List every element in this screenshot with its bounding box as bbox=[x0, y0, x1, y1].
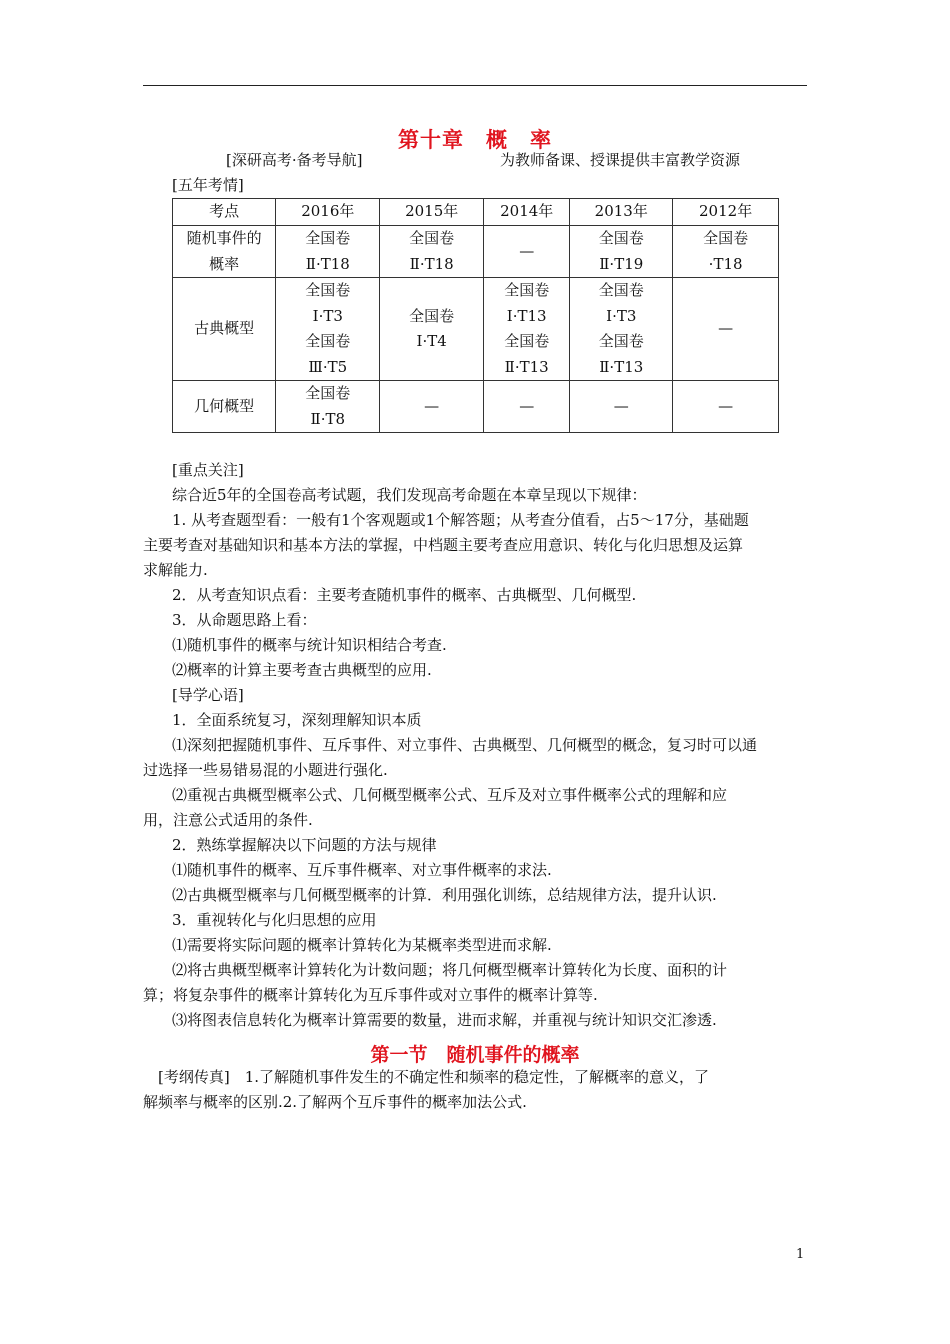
focus-point-3-2: ⑵概率的计算主要考查古典概型的应用. bbox=[172, 661, 432, 679]
guide-label: [深研高考·备考导航] bbox=[226, 151, 363, 169]
topic-cell: 随机事件的 概率 bbox=[173, 226, 276, 278]
page-number: 1 bbox=[796, 1247, 805, 1262]
focus-point-3-1: ⑴随机事件的概率与统计知识相结合考查. bbox=[172, 636, 447, 654]
table-header-cell: 考点 bbox=[173, 199, 276, 226]
table-header-cell: 2013年 bbox=[570, 199, 673, 226]
table-cell: 全国卷 Ⅰ·T3 全国卷 Ⅲ·T5 bbox=[276, 278, 380, 381]
table-cell: 全国卷 Ⅱ·T8 bbox=[276, 381, 380, 433]
guide-point-3-2: ⑵将古典概型概率计算转化为计数问题；将几何概型概率计算转化为长度、面积的计 bbox=[172, 961, 728, 979]
guide-point-1: 1．全面系统复习，深刻理解知识本质 bbox=[172, 711, 422, 729]
guide-point-2-2: ⑵古典概型概率与几何概型概率的计算．利用强化训练，总结规律方法，提升认识. bbox=[172, 886, 717, 904]
table-cell: 全国卷 Ⅰ·T3 全国卷 Ⅱ·T13 bbox=[570, 278, 673, 381]
guide2-label: [导学心语] bbox=[172, 686, 244, 704]
guide-point-3: 3．重视转化与化归思想的应用 bbox=[172, 911, 377, 929]
guide-note: 为教师备课、授课提供丰富教学资源 bbox=[500, 151, 741, 169]
table-header-cell: 2012年 bbox=[673, 199, 779, 226]
syllabus-text: [考纲传真] 1.了解随机事件发生的不确定性和频率的稳定性，了解概率的意义，了 bbox=[158, 1068, 710, 1086]
table-cell: — bbox=[673, 381, 779, 433]
topic-cell: 几何概型 bbox=[173, 381, 276, 433]
focus-point-1-cont: 主要考查对基础知识和基本方法的掌握，中档题主要考查应用意识、转化与化归思想及运算 bbox=[143, 536, 744, 554]
table-cell: — bbox=[484, 381, 570, 433]
table-cell: — bbox=[380, 381, 484, 433]
table-cell: — bbox=[570, 381, 673, 433]
topic-cell: 古典概型 bbox=[173, 278, 276, 381]
focus-label: [重点关注] bbox=[172, 461, 244, 479]
table-cell: 全国卷 Ⅰ·T4 bbox=[380, 278, 484, 381]
header-rule bbox=[143, 85, 807, 86]
guide-point-1-2: ⑵重视古典概型概率公式、几何概型概率公式、互斥及对立事件概率公式的理解和应 bbox=[172, 786, 728, 804]
focus-point-1-end: 求解能力. bbox=[143, 561, 208, 579]
table-header-cell: 2014年 bbox=[484, 199, 570, 226]
table-cell: — bbox=[484, 226, 570, 278]
exam-table bbox=[172, 198, 779, 433]
guide-point-3-2-cont: 算；将复杂事件的概率计算转化为互斥事件或对立事件的概率计算等. bbox=[143, 986, 598, 1004]
section-title: 第一节 随机事件的概率 bbox=[370, 1044, 580, 1066]
five-year-label: [五年考情] bbox=[172, 176, 244, 194]
table-cell: — bbox=[673, 278, 779, 381]
table-row bbox=[173, 381, 779, 433]
syllabus-text-cont: 解频率与概率的区别.2.了解两个互斥事件的概率加法公式. bbox=[143, 1093, 527, 1111]
focus-point-2: 2．从考查知识点看：主要考查随机事件的概率、古典概型、几何概型. bbox=[172, 586, 637, 604]
table-cell: 全国卷 Ⅱ·T18 bbox=[276, 226, 380, 278]
guide-point-3-3: ⑶将图表信息转化为概率计算需要的数量，进而求解，并重视与统计知识交汇渗透. bbox=[172, 1011, 717, 1029]
table-cell: 全国卷 Ⅰ·T13 全国卷 Ⅱ·T13 bbox=[484, 278, 570, 381]
table-cell: 全国卷 ·T18 bbox=[673, 226, 779, 278]
guide-point-1-2-cont: 用，注意公式适用的条件. bbox=[143, 811, 313, 829]
table-row bbox=[173, 278, 779, 381]
chapter-title: 第十章 概 率 bbox=[398, 127, 552, 152]
guide-point-1-1-cont: 过选择一些易错易混的小题进行强化. bbox=[143, 761, 388, 779]
table-row bbox=[173, 226, 779, 278]
guide-point-2-1: ⑴随机事件的概率、互斥事件概率、对立事件概率的求法. bbox=[172, 861, 552, 879]
table-header-row bbox=[173, 199, 779, 226]
focus-point-3: 3．从命题思路上看： bbox=[172, 611, 317, 629]
guide-point-2: 2．熟练掌握解决以下问题的方法与规律 bbox=[172, 836, 437, 854]
focus-point-1: 1. 从考查题型看：一般有1个客观题或1个解答题；从考查分值看，占5～17分，基础题 bbox=[172, 511, 749, 529]
guide-point-1-1: ⑴深刻把握随机事件、互斥事件、对立事件、古典概型、几何概型的概念，复习时可以通 bbox=[172, 736, 758, 754]
table-cell: 全国卷 Ⅱ·T18 bbox=[380, 226, 484, 278]
table-header-cell: 2015年 bbox=[380, 199, 484, 226]
focus-intro: 综合近5年的全国卷高考试题，我们发现高考命题在本章呈现以下规律： bbox=[172, 486, 647, 504]
guide-point-3-1: ⑴需要将实际问题的概率计算转化为某概率类型进而求解. bbox=[172, 936, 552, 954]
table-cell: 全国卷 Ⅱ·T19 bbox=[570, 226, 673, 278]
table-header-cell: 2016年 bbox=[276, 199, 380, 226]
